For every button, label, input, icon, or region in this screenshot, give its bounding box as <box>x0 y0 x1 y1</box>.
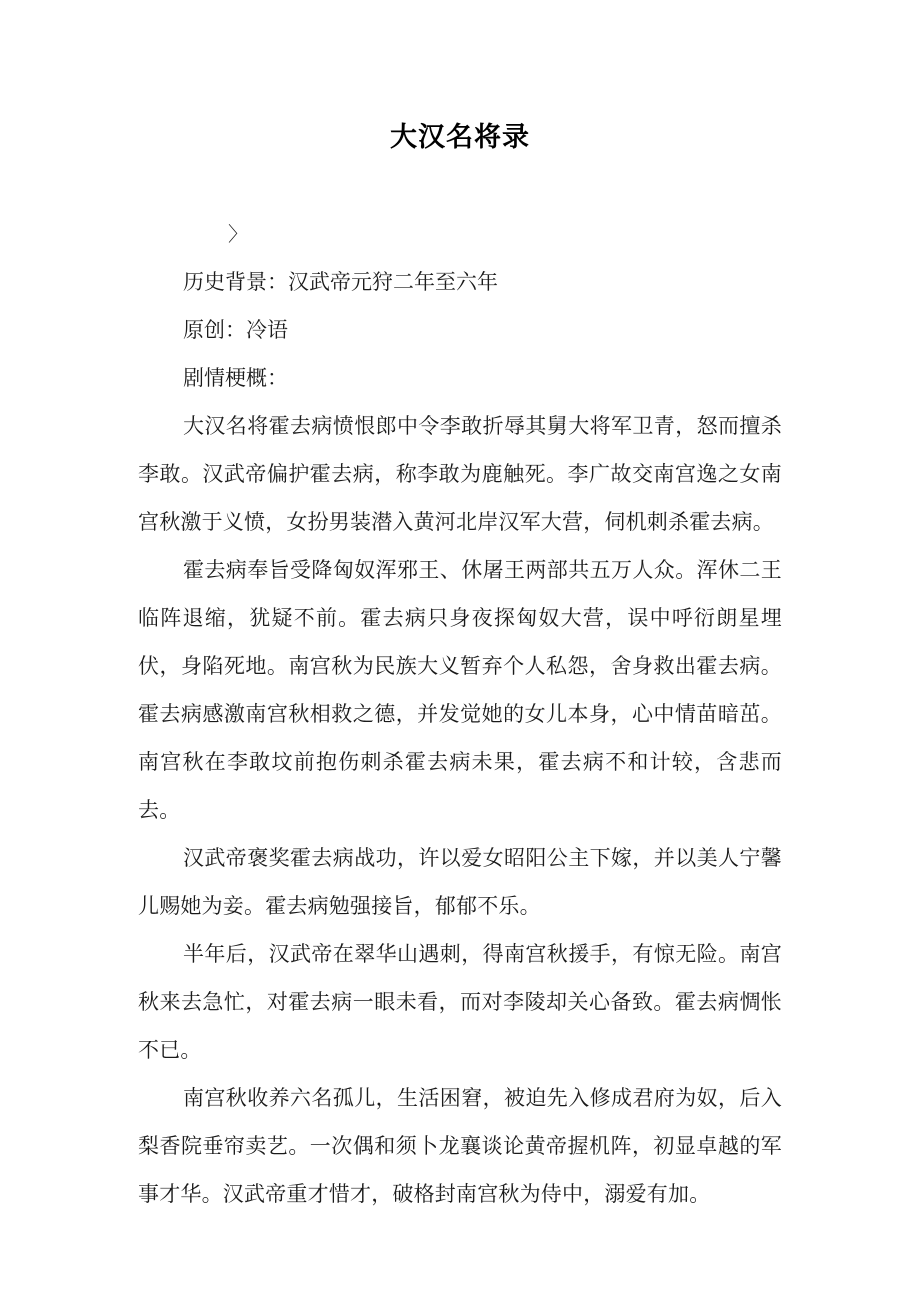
document-title: 大汉名将录 <box>390 122 530 153</box>
meta-value: 汉武帝元狩二年至六年 <box>288 270 498 294</box>
meta-label: 历史背景： <box>183 270 288 294</box>
synopsis-paragraph: 南宫秋收养六名孤儿，生活困窘，被迫先入修成君府为奴，后入梨香院垂帘卖艺。一次偶和须卜龙襄谈论黄帝握机阵，初显卓越的军事才华。汉武帝重才惜才，破格封南宫秋为侍中，溺爱有加。 <box>138 1086 782 1206</box>
synopsis-paragraph: 大汉名将霍去病愤恨郎中令李敢折辱其舅大将军卫青，怒而擅杀李敢。汉武帝偏护霍去病，称李敢为鹿触死。李广故交南宫逸之女南宫秋激于义愤，女扮男装潜入黄河北岸汉军大营，伺机刺杀霍去病。 <box>138 414 782 534</box>
meta-value: 冷语 <box>246 318 288 342</box>
meta-label: 原创： <box>183 318 246 342</box>
synopsis-paragraph: 半年后，汉武帝在翠华山遇刺，得南宫秋援手，有惊无险。南宫秋来去急忙，对霍去病一眼未看，而对李陵却关心备致。霍去病惆怅不已。 <box>138 942 782 1062</box>
meta-synopsis <box>138 354 782 402</box>
meta-author <box>138 306 782 354</box>
synopsis-paragraph: 霍去病奉旨受降匈奴浑邪王、休屠王两部共五万人众。浑休二王临阵退缩，犹疑不前。霍去病只身夜探匈奴大营，误中呼衍朗星埋伏，身陷死地。南宫秋为民族大义暂弃个人私怨，舍身救出霍去病。霍去病感激南宫秋相救之德，并发觉她的女儿本身，心中情苗暗茁。南宫秋在李敢坟前抱伤刺杀霍去病未果，霍去病不和计较，含悲而去。 <box>138 558 782 822</box>
synopsis-paragraph: 汉武帝褒奖霍去病战功，许以爱女昭阳公主下嫁，并以美人宁馨儿赐她为妾。霍去病勉强接旨，郁郁不乐。 <box>138 846 782 918</box>
document-body <box>138 210 782 1218</box>
meta-label: 剧情梗概： <box>183 366 288 390</box>
chevron-right-icon: 〉 <box>228 222 248 246</box>
meta-historical-background <box>138 258 782 306</box>
chevron-marker-line <box>138 210 782 258</box>
